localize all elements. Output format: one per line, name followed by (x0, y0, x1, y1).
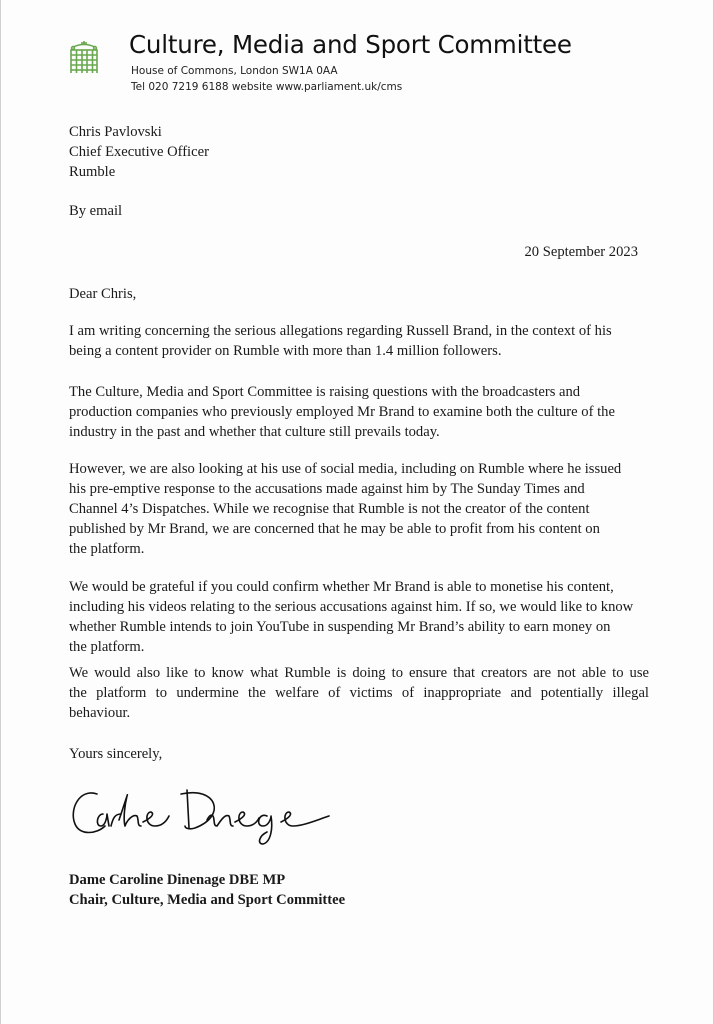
paragraph-1 (69, 321, 649, 361)
paragraph-line: published by Mr Brand, we are concerned that he may be able to profit from his content on (69, 521, 600, 537)
paragraph-line: production companies who previously employed Mr Brand to examine both the culture of the (69, 404, 615, 420)
paragraph-line: behaviour. (69, 705, 131, 721)
committee-name: Culture, Media and Sport Committee (129, 30, 572, 59)
salutation: Dear Chris, (69, 286, 137, 302)
paragraph-4 (69, 577, 649, 657)
paragraph-line: I am writing concerning the serious allegations regarding Russell Brand, in the context of his (69, 323, 612, 339)
signatory-block (69, 870, 345, 910)
committee-contact: Tel 020 7219 6188 website www.parliament.uk/cms (131, 81, 403, 93)
paragraph-line: the platform to undermine the welfare of victims of inappropriate and potentially illegal (69, 685, 649, 701)
committee-address: House of Commons, London SW1A 0AA (131, 65, 338, 77)
recipient-organisation: Rumble (69, 164, 116, 180)
paragraph-3 (69, 459, 649, 559)
paragraph-line: his pre-emptive response to the accusations made against him by The Sunday Times and (69, 481, 585, 497)
portcullis-icon (67, 40, 101, 76)
recipient-block (69, 122, 209, 182)
paragraph-line: The Culture, Media and Sport Committee is raising questions with the broadcasters and (69, 384, 581, 400)
paragraph-line: However, we are also looking at his use of social media, including on Rumble where he issued (69, 461, 622, 477)
delivery-method: By email (69, 203, 123, 219)
signatory-role: Chair, Culture, Media and Sport Committee (69, 892, 346, 908)
paragraph-2 (69, 382, 649, 442)
paragraph-line: We would be grateful if you could confirm whether Mr Brand is able to monetise his content, (69, 579, 614, 595)
closing: Yours sincerely, (69, 746, 163, 762)
paragraph-line: being a content provider on Rumble with more than 1.4 million followers. (69, 343, 502, 359)
recipient-name: Chris Pavlovski (69, 124, 162, 140)
paragraph-5 (69, 663, 649, 723)
letter-date: 20 September 2023 (524, 244, 638, 260)
handwritten-signature (67, 780, 367, 850)
paragraph-line: We would also like to know what Rumble is doing to ensure that creators are not able to use (69, 665, 649, 681)
recipient-title: Chief Executive Officer (69, 144, 209, 160)
paragraph-line: industry in the past and whether that culture still prevails today. (69, 424, 440, 440)
paragraph-line: Channel 4’s Dispatches. While we recognise that Rumble is not the creator of the content (69, 501, 590, 517)
paragraph-line: whether Rumble intends to join YouTube in suspending Mr Brand’s ability to earn money on (69, 619, 611, 635)
paragraph-line: the platform. (69, 541, 145, 557)
paragraph-line: including his videos relating to the serious accusations against him. If so, we would like to know (69, 599, 634, 615)
signatory-name: Dame Caroline Dinenage DBE MP (69, 872, 286, 888)
paragraph-line: the platform. (69, 639, 145, 655)
